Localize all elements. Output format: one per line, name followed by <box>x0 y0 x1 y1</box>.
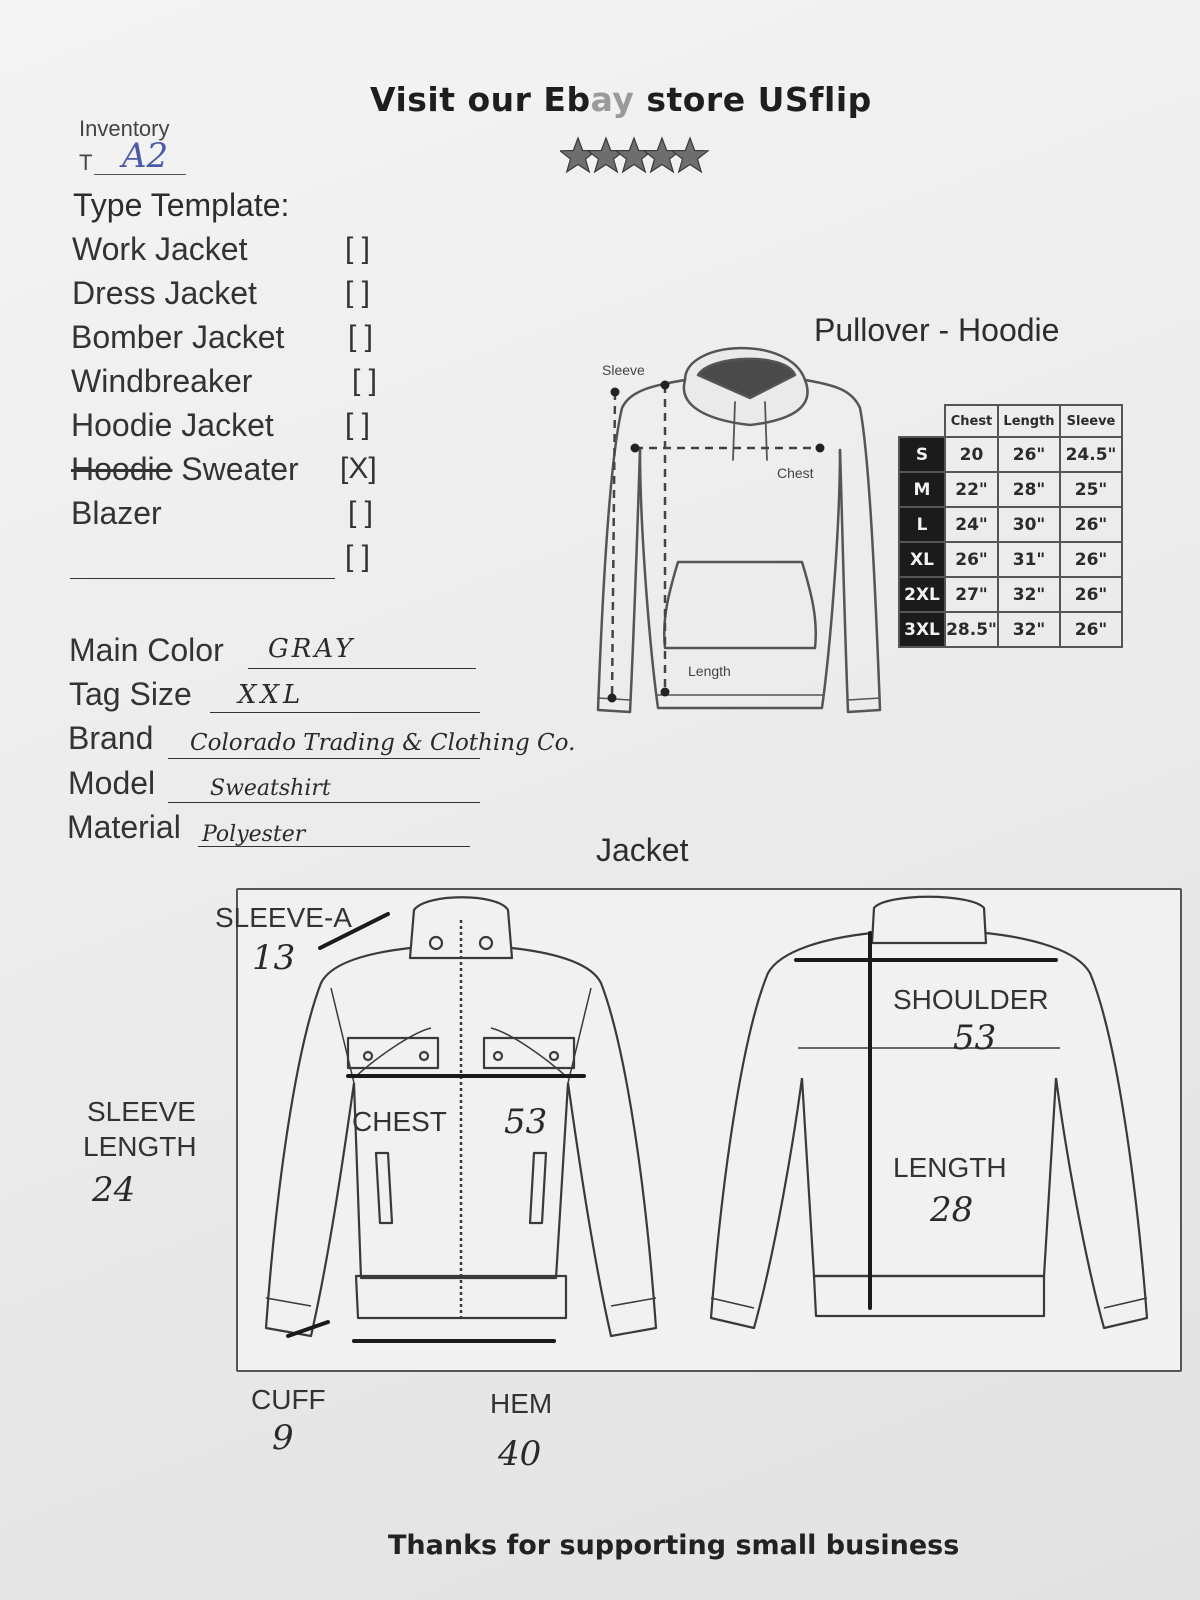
brand-line <box>168 758 480 759</box>
length-cell: 32" <box>998 577 1060 612</box>
checkbox-blazer: [ ] <box>348 496 374 529</box>
column-sleeve: Sleeve <box>1060 405 1122 437</box>
option-sweater-label: Sweater <box>181 451 299 487</box>
cuff-value: 9 <box>272 1418 294 1458</box>
model-value: Sweatshirt <box>210 776 331 801</box>
size-cell: L <box>899 507 945 542</box>
hem-value: 40 <box>498 1434 542 1474</box>
jacket-title: Jacket <box>596 832 689 868</box>
size-row <box>899 542 1122 577</box>
size-cell: M <box>899 472 945 507</box>
checkbox-hoodie-jacket: [ ] <box>345 408 371 441</box>
shoulder-label: SHOULDER <box>893 984 1049 1015</box>
inventory-prefix: T <box>79 150 93 175</box>
main-color-line <box>248 668 476 669</box>
size-cell: XL <box>899 542 945 577</box>
size-chart-corner <box>899 405 945 437</box>
size-row <box>899 612 1122 647</box>
chest-cell: 27" <box>945 577 998 612</box>
sleeve-length-value: 24 <box>92 1170 136 1210</box>
column-chest: Chest <box>945 405 998 437</box>
chest-cell: 24" <box>945 507 998 542</box>
hoodie-sleeve-label: Sleeve <box>602 362 645 378</box>
size-cell: 2XL <box>899 577 945 612</box>
main-color-value: GRAY <box>268 634 356 664</box>
struck-word: Hoodie <box>71 451 173 487</box>
column-length: Length <box>998 405 1060 437</box>
size-row <box>899 507 1122 542</box>
sleeve-length-label-line1: SLEEVE <box>87 1096 196 1127</box>
option-windbreaker: Windbreaker <box>71 363 253 399</box>
tag-size-line <box>210 712 480 713</box>
sleeve-cell: 26" <box>1060 612 1122 647</box>
length-cell: 30" <box>998 507 1060 542</box>
length-label: LENGTH <box>893 1152 1007 1183</box>
size-chart-header <box>899 405 1122 437</box>
sleeve-cell: 26" <box>1060 507 1122 542</box>
sleeve-cell: 25" <box>1060 472 1122 507</box>
inventory-value: A2 <box>122 136 169 176</box>
size-row <box>899 472 1122 507</box>
hoodie-chest-label: Chest <box>777 465 814 481</box>
option-hoodie-jacket: Hoodie Jacket <box>71 407 274 443</box>
inventory-label: Inventory <box>79 116 170 141</box>
model-label: Model <box>68 765 156 801</box>
length-cell: 32" <box>998 612 1060 647</box>
chest-cell: 22" <box>945 472 998 507</box>
hoodie-size-chart <box>898 404 1123 648</box>
size-cell: 3XL <box>899 612 945 647</box>
size-cell: S <box>899 437 945 472</box>
checkbox-windbreaker: [ ] <box>352 364 378 397</box>
chest-cell: 28.5" <box>945 612 998 647</box>
option-sweater <box>71 451 299 488</box>
option-dress-jacket: Dress Jacket <box>72 275 257 311</box>
length-cell: 26" <box>998 437 1060 472</box>
brand-value: Colorado Trading & Clothing Co. <box>190 730 576 756</box>
length-value: 28 <box>930 1190 974 1230</box>
size-row <box>899 437 1122 472</box>
sleeve-cell: 24.5" <box>1060 437 1122 472</box>
shoulder-value: 53 <box>953 1018 997 1058</box>
length-cell: 28" <box>998 472 1060 507</box>
chest-cell: 20 <box>945 437 998 472</box>
checkbox-sweater-checked: [X] <box>340 452 377 485</box>
hoodie-diagram <box>590 330 890 730</box>
option-work-jacket: Work Jacket <box>72 231 248 267</box>
chest-value: 53 <box>504 1102 548 1142</box>
hem-label: HEM <box>490 1388 553 1419</box>
model-line <box>168 802 480 803</box>
tag-size-label: Tag Size <box>69 676 192 712</box>
checkbox-work-jacket: [ ] <box>345 232 371 265</box>
hoodie-title: Pullover - Hoodie <box>814 312 1060 348</box>
type-template-heading: Type Template: <box>73 187 290 223</box>
chest-label: CHEST <box>352 1106 447 1137</box>
brand-label: Brand <box>68 720 154 756</box>
hoodie-length-label: Length <box>688 663 731 679</box>
sleeve-a-value: 13 <box>252 938 296 978</box>
cuff-label: CUFF <box>251 1384 326 1415</box>
material-value: Polyester <box>202 822 306 847</box>
length-cell: 31" <box>998 542 1060 577</box>
sleeve-a-label: SLEEVE-A <box>215 902 352 933</box>
sleeve-cell: 26" <box>1060 577 1122 612</box>
sleeve-cell: 26" <box>1060 542 1122 577</box>
size-row <box>899 577 1122 612</box>
checkbox-dress-jacket: [ ] <box>345 276 371 309</box>
material-label: Material <box>67 809 181 845</box>
main-color-label: Main Color <box>69 632 224 668</box>
option-blank-line <box>70 578 335 579</box>
checkbox-blank: [ ] <box>345 540 371 573</box>
five-star-rating-icon <box>560 134 710 180</box>
chest-cell: 26" <box>945 542 998 577</box>
checkbox-bomber-jacket: [ ] <box>348 320 374 353</box>
footer-text: Thanks for supporting small business <box>388 1530 960 1561</box>
option-blazer: Blazer <box>71 495 162 531</box>
tag-size-value: XXL <box>238 680 305 710</box>
option-bomber-jacket: Bomber Jacket <box>71 319 285 355</box>
sleeve-length-label-line2: LENGTH <box>83 1131 197 1162</box>
store-title: Visit our Ebay store USflip <box>370 80 872 119</box>
